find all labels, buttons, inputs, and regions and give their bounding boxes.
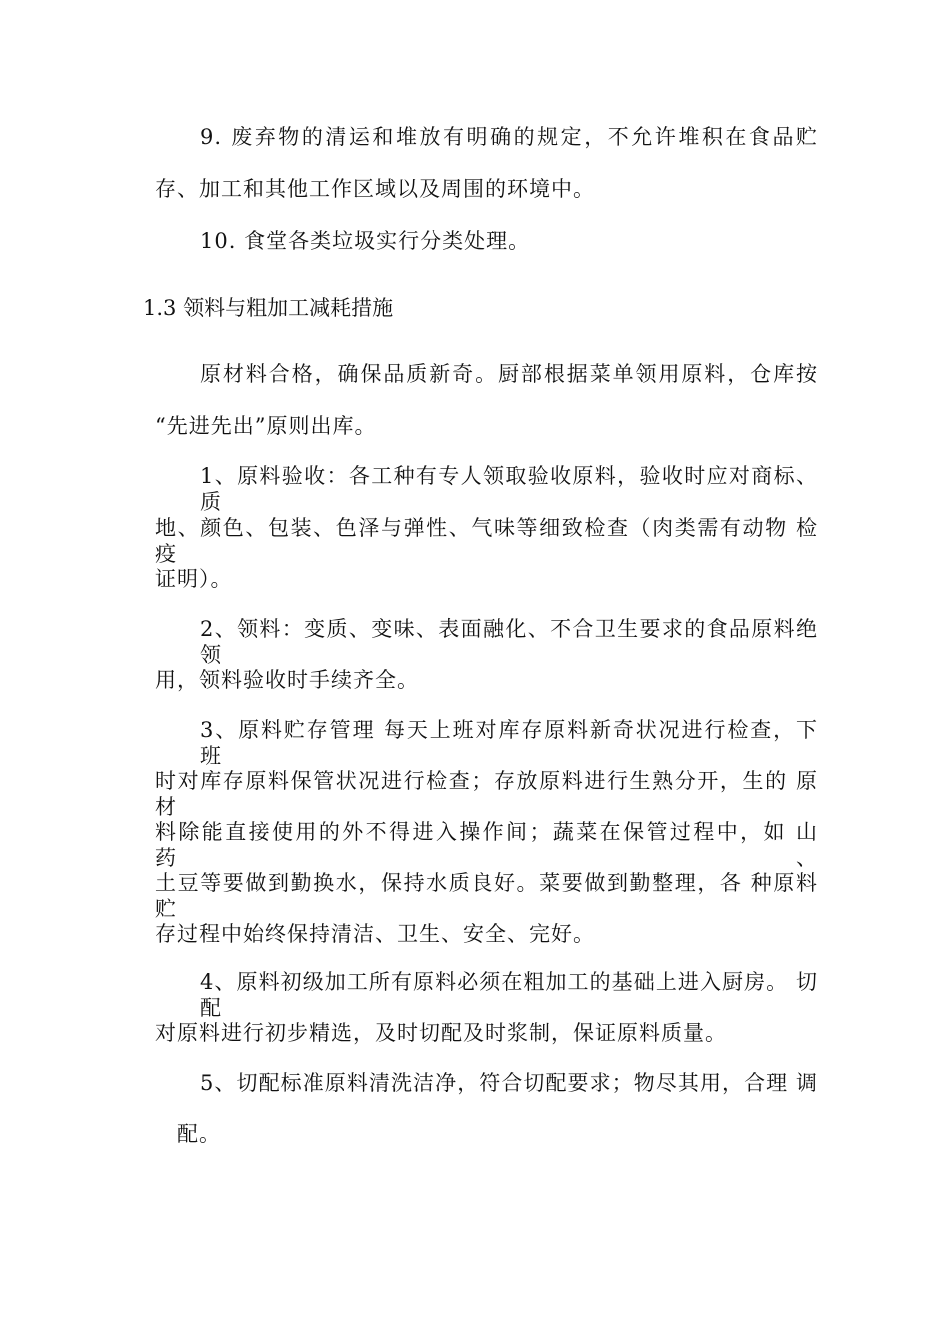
item-2-line-2: 用，领料验收时手续齐全。 [155, 668, 419, 692]
item-3-line-2: 时对库存原料保管状况进行检查；存放原料进行生熟分开，生的 原材 [155, 769, 818, 819]
item-1-line-2: 地、颜色、包装、色泽与弹性、气味等细致检查（肉类需有动物 检疫 [155, 516, 818, 566]
item-2-line-1: 2、领料：变质、变味、表面融化、不合卫生要求的食品原料绝 领 [200, 617, 818, 667]
section-heading: 1.3 领料与粗加工减耗措施 [143, 296, 394, 320]
item-4-line-1: 4、原料初级加工所有原料必须在粗加工的基础上进入厨房。 切配 [200, 970, 818, 1020]
item-3-line-3: 料除能直接使用的外不得进入操作间；蔬菜在保管过程中，如 山药、 [155, 820, 818, 870]
item-3-line-5: 存过程中始终保持清洁、卫生、安全、完好。 [155, 922, 595, 946]
paragraph-9-line-1: 9. 废弃物的清运和堆放有明确的规定，不允许堆积在食品贮 [200, 125, 818, 149]
item-1-line-1: 1、原料验收：各工种有专人领取验收原料，验收时应对商标、 质 [200, 464, 818, 514]
intro-line-1: 原材料合格，确保品质新奇。厨部根据菜单领用原料，仓库按 [200, 362, 818, 386]
item-3-line-4: 土豆等要做到勤换水，保持水质良好。菜要做到勤整理，各 种原料贮 [155, 871, 818, 921]
paragraph-9-line-2: 存、加工和其他工作区域以及周围的环境中。 [155, 177, 595, 201]
item-3-line-1: 3、原料贮存管理 每天上班对库存原料新奇状况进行检查，下 班 [200, 718, 818, 768]
intro-line-2: “先进先出”原则出库。 [155, 414, 377, 438]
item-5-line-2: 配。 [177, 1122, 221, 1146]
paragraph-10: 10. 食堂各类垃圾实行分类处理。 [200, 229, 531, 253]
item-4-line-2: 对原料进行初步精选，及时切配及时浆制，保证原料质量。 [155, 1021, 727, 1045]
item-5-line-1: 5、切配标准原料清洗洁净，符合切配要求；物尽其用，合理 调 [200, 1071, 818, 1095]
item-1-line-3: 证明）。 [155, 567, 233, 591]
